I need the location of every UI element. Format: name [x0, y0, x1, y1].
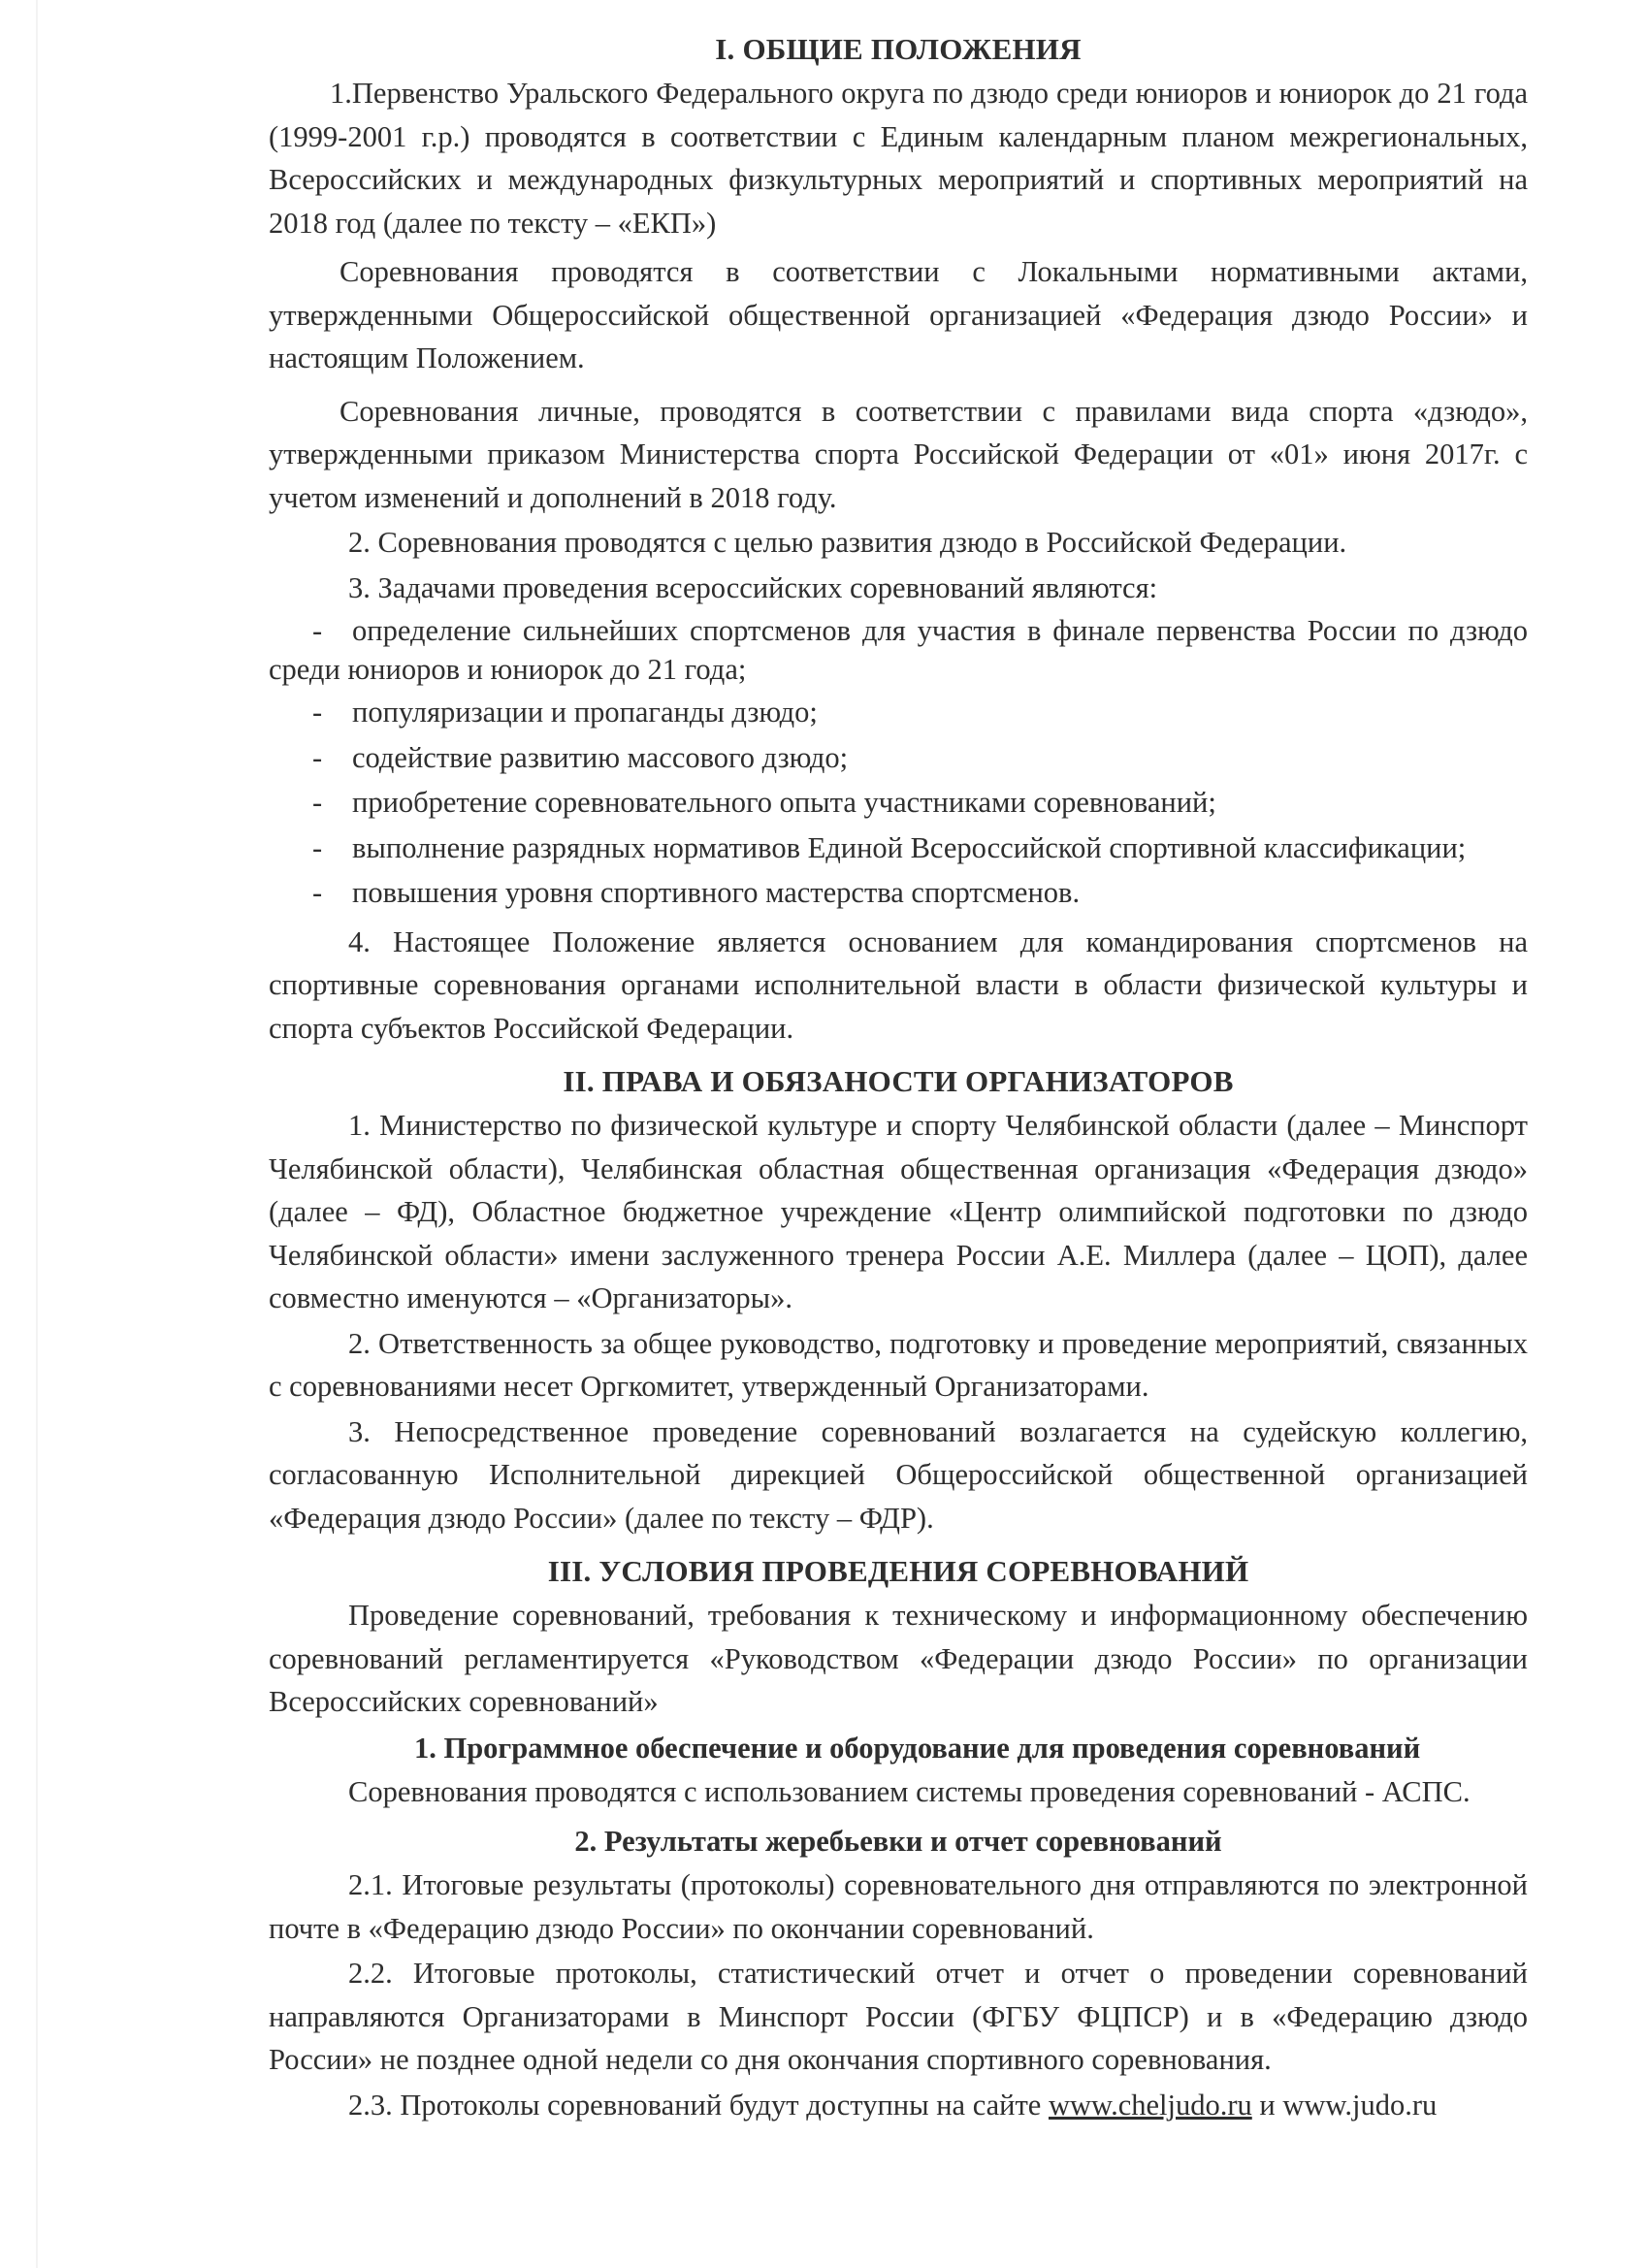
- section-2-item-2: 2. Ответственность за общее руководство, подготовку и проведение мероприятий, связанных с соревнованиями несет Оргкомитет, утвержденный Организаторами.: [269, 1326, 1528, 1403]
- bullet-item: [269, 611, 1528, 689]
- subsection-2-heading: 2. Результаты жеребьевки и отчет соревнований: [574, 1825, 1222, 1858]
- judo-ru-url: www.judo.ru: [1282, 2088, 1438, 2122]
- bullet-text: повышения уровня спортивного мастерства спортсменов.: [352, 876, 1081, 909]
- section-1-paragraph-3: Соревнования личные, проводятся в соответствии с правилами вида спорта «дзюдо», утвержденными приказом Министерства спорта Российской Федерации от «01» июня 2017г. с учетом изменений и дополнений в 2018 году.: [269, 394, 1528, 514]
- bullet-text: содействие развитию массового дзюдо;: [352, 740, 849, 774]
- section-3-intro: Проведение соревнований, требования к техническому и информационному обеспечению соревнований регламентируется «Руководством «Федерации дзюдо России» по организации Всероссийских соревнований»: [269, 1599, 1528, 1718]
- section-3-heading: III. УСЛОВИЯ ПРОВЕДЕНИЯ СОРЕВНОВАНИЙ: [547, 1554, 1249, 1588]
- bullet-dash: -: [312, 830, 323, 864]
- bullet-dash: -: [312, 614, 323, 647]
- section-2-heading: II. ПРАВА И ОБЯЗАНОСТИ ОРГАНИЗАТОРОВ: [563, 1064, 1234, 1098]
- subsection-1-paragraph: Соревнования проводятся с использованием системы проведения соревнований - АСПС.: [348, 1774, 1471, 1808]
- bullet-dash: -: [312, 876, 323, 909]
- subsection-2-item-2-1: 2.1. Итоговые результаты (протоколы) соревновательного дня отправляются по электронной почте в «Федерацию дзюдо России» по окончании соревнований.: [269, 1868, 1528, 1945]
- document-page: [269, 27, 1528, 2126]
- subsection-2-item-2-3: [269, 2084, 1528, 2127]
- section-1-heading: I. ОБЩИЕ ПОЛОЖЕНИЯ: [715, 32, 1082, 66]
- scan-edge-line: [36, 0, 38, 2268]
- bullet-dash: -: [312, 696, 323, 729]
- section-1-paragraph-2: Соревнования проводятся в соответствии с Локальными нормативными актами, утвержденными Общероссийской общественной организацией «Федерация дзюдо России» и настоящим Положением.: [269, 255, 1528, 374]
- section-1-item-2: 2. Соревнования проводятся с целью развития дзюдо в Российской Федерации.: [348, 526, 1347, 559]
- bullet-text: определение сильнейших спортсменов для участия в финале первенства России по дзюдо среди юниоров и юниорок до 21 года;: [269, 614, 1528, 686]
- item-2-3-text: 2.3. Протоколы соревнований будут доступны на сайте: [348, 2088, 1049, 2122]
- bullet-text: популяризации и пропаганды дзюдо;: [352, 696, 818, 729]
- section-2-item-1: 1. Министерство по физической культуре и спорту Челябинской области (далее – Минспорт Челябинской области), Челябинская областная общественная организация «Федерация дзюдо» (далее – ФД), Областное бюджетное учреждение «Центр олимпийской подготовки по дзюдо Челябинской области» имени заслуженного тренера России А.Е. Миллера (далее – ЦОП), далее совместно именуются – «Организаторы».: [269, 1109, 1528, 1314]
- section-1-item-3: 3. Задачами проведения всероссийских соревнований являются:: [348, 570, 1158, 604]
- subsection-2-item-2-2: 2.2. Итоговые протоколы, статистический отчет и отчет о проведении соревнований направляются Организаторами в Минспорт России (ФГБУ ФЦПСР) и в «Федерацию дзюдо России» не позднее одной недели со дня окончания спортивного соревнования.: [269, 1957, 1528, 2076]
- bullet-item: [269, 736, 1528, 780]
- item-2-3-conjunction: и: [1251, 2088, 1283, 2122]
- section-1-paragraph-1: 1.Первенство Уральского Федерального округа по дзюдо среди юниоров и юниорок до 21 года (1999-2001 г.р.) проводятся в соответствии с Единым календарным планом межрегиональных, Всероссийских и международных физкультурных мероприятий и спортивных мероприятий на 2018 год (далее по тексту – «ЕКП»): [269, 77, 1528, 240]
- section-1-item-4: 4. Настоящее Положение является основанием для командирования спортсменов на спортивные соревнования органами исполнительной власти в области физической культуры и спорта субъектов Российской Федерации.: [269, 924, 1528, 1045]
- subsection-1-heading: 1. Программное обеспечение и оборудование для проведения соревнований: [414, 1731, 1421, 1765]
- bullet-dash: -: [312, 740, 323, 774]
- section-1-bullet-list: [269, 611, 1528, 915]
- bullet-text: выполнение разрядных нормативов Единой Всероссийской спортивной классификации;: [352, 830, 1467, 864]
- section-2-item-3: 3. Непосредственное проведение соревнований возлагается на судейскую коллегию, согласованную Исполнительной дирекцией Общероссийской общественной организацией «Федерация дзюдо России» (далее по тексту – ФДР).: [269, 1414, 1528, 1535]
- bullet-item: [269, 871, 1528, 915]
- bullet-text: приобретение соревновательного опыта участниками соревнований;: [352, 786, 1216, 819]
- bullet-dash: -: [312, 786, 323, 819]
- bullet-item: [269, 826, 1528, 870]
- bullet-item: [269, 781, 1528, 825]
- cheljudo-link[interactable]: www.cheljudo.ru: [1048, 2088, 1252, 2122]
- bullet-item: [269, 691, 1528, 734]
